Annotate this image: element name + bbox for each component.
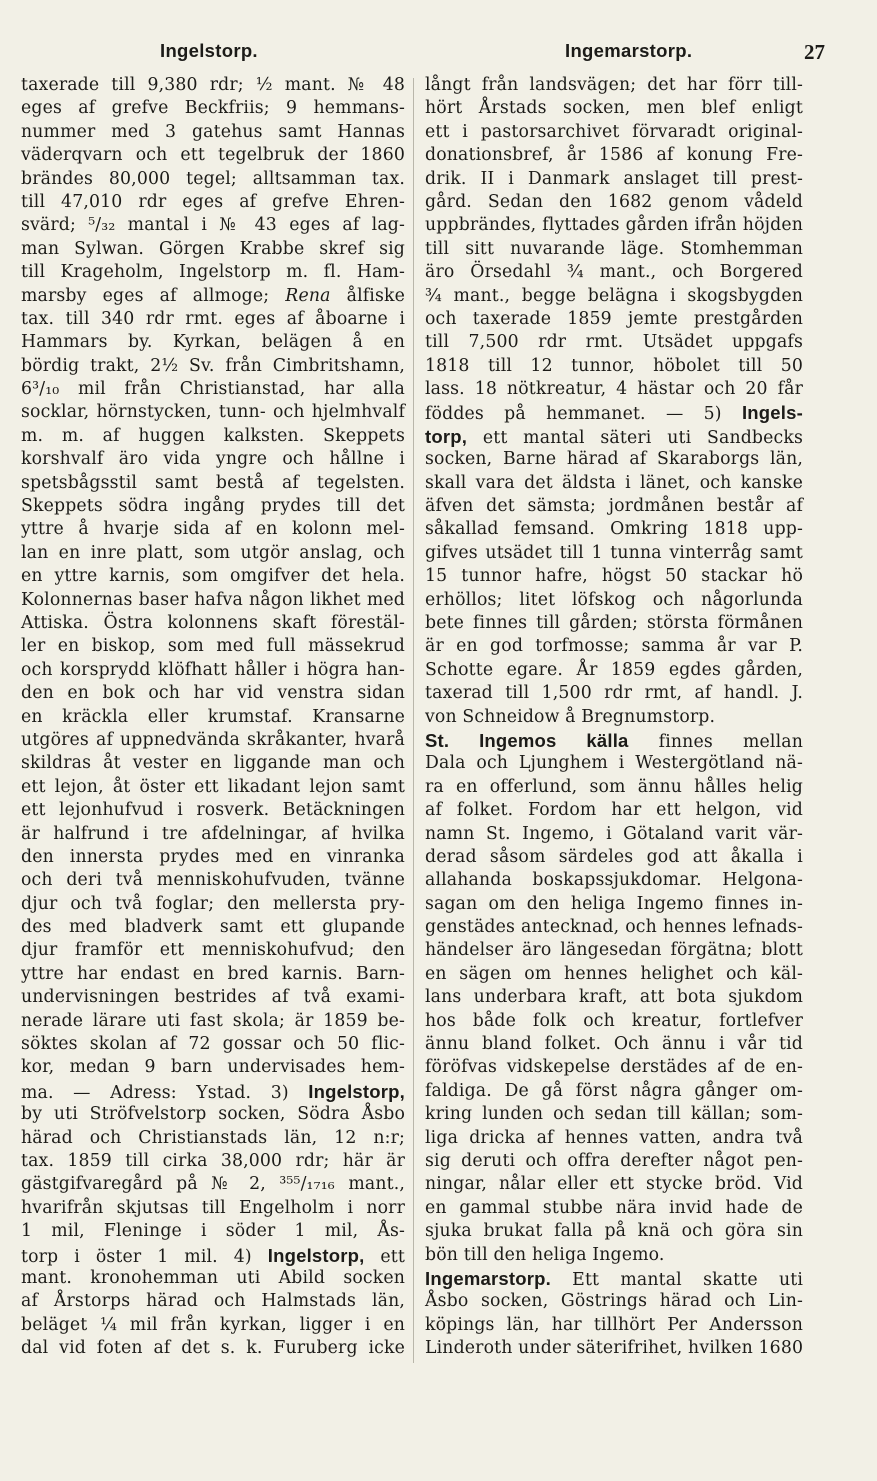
text-line bbox=[425, 659, 803, 682]
text-line bbox=[21, 378, 405, 401]
text-segment: sagan om den heliga Ingemo finnes in- bbox=[425, 893, 803, 914]
text-line bbox=[425, 612, 803, 635]
text-segment: utgöres af uppnedvända skråkanter, hvarå bbox=[21, 729, 405, 750]
text-line bbox=[425, 1337, 803, 1360]
text-line bbox=[425, 378, 803, 401]
text-segment: kring lunden och sedan till källan; som- bbox=[425, 1104, 803, 1125]
text-line bbox=[21, 682, 405, 705]
text-line bbox=[425, 1056, 803, 1079]
text-segment: Kolonnernas baser hafva någon likhet med bbox=[21, 589, 405, 610]
text-segment: ålfiske bbox=[330, 285, 406, 306]
text-segment: är halfrund i tre afdelningar, af hvilka bbox=[21, 823, 405, 844]
text-segment: taxerade till 9,380 rdr; ½ mant. № 48 bbox=[21, 75, 405, 95]
text-line bbox=[21, 869, 405, 892]
text-line bbox=[21, 261, 405, 284]
text-line bbox=[21, 635, 405, 658]
text-line bbox=[425, 799, 803, 822]
text-line bbox=[425, 706, 803, 729]
text-line bbox=[21, 1267, 405, 1290]
text-line bbox=[21, 285, 405, 308]
text-segment: 6³/₁₀ mil från Christianstad, har alla bbox=[21, 379, 405, 400]
text-line bbox=[425, 495, 803, 518]
text-line bbox=[425, 1173, 803, 1196]
text-line bbox=[21, 893, 405, 916]
text-line bbox=[21, 1290, 405, 1313]
text-line bbox=[425, 869, 803, 892]
entry-keyword: Ingemarstorp. bbox=[425, 1267, 551, 1289]
right-text-column bbox=[425, 74, 803, 1360]
text-segment: torp i öster 1 mil. 4) bbox=[21, 1246, 268, 1267]
text-segment: Schotte egare. År 1859 egdes gården, bbox=[425, 659, 803, 680]
text-segment: by uti Ströfvelstorp socken, Södra Åsbo bbox=[21, 1104, 405, 1125]
text-segment: allahanda boskapssjukdomar. Helgona- bbox=[425, 870, 803, 891]
text-line bbox=[21, 425, 405, 448]
text-line bbox=[425, 729, 803, 752]
text-segment: väderqvarn och ett tegelbruk der 1860 bbox=[21, 145, 405, 166]
text-line bbox=[21, 939, 405, 962]
text-line bbox=[21, 1010, 405, 1033]
text-segment: eges af grefve Beckfriis; 9 hemmans- bbox=[21, 98, 405, 119]
text-segment: uppbrändes, flyttades gården ifrån höjden bbox=[425, 215, 803, 236]
text-line bbox=[21, 1173, 405, 1196]
text-segment: derad såsom särdeles god att åkalla i bbox=[425, 846, 803, 867]
text-line bbox=[21, 799, 405, 822]
text-line bbox=[21, 144, 405, 167]
text-segment: en sägen om hennes helighet och käl- bbox=[425, 963, 803, 984]
page-number: 27 bbox=[804, 40, 825, 64]
text-segment: ler en biskop, som med full mässekrud bbox=[21, 636, 405, 657]
text-segment: ra en offerlund, som ännu hålles helig bbox=[425, 776, 803, 797]
text-line bbox=[425, 1033, 803, 1056]
text-segment: ett bbox=[364, 1246, 405, 1267]
text-segment: nummer med 3 gatehus samt Hannas bbox=[21, 121, 405, 142]
text-segment: von Schneidow å Bregnumstorp. bbox=[425, 706, 716, 727]
text-line bbox=[21, 776, 405, 799]
text-segment: föröfvas vidskepelse derstädes af de en- bbox=[425, 1057, 803, 1078]
text-segment: drik. II i Danmark anslaget till prest- bbox=[425, 168, 803, 189]
text-segment: hvarifrån skjutsas till Engelholm i norr bbox=[21, 1197, 405, 1218]
text-segment: äfven det sämsta; jordmånen består af bbox=[425, 496, 803, 517]
text-segment: m. m. af huggen kalksten. Skeppets bbox=[21, 425, 405, 446]
text-segment: gästgifvaregård på № 2, ³⁵⁵/₁₇₁₆ mant., bbox=[21, 1174, 405, 1195]
text-segment: faldiga. De gå först några gånger om- bbox=[425, 1080, 803, 1101]
text-line bbox=[21, 916, 405, 939]
text-line bbox=[425, 401, 803, 424]
text-segment: lan en inre platt, som utgör anslag, och bbox=[21, 542, 405, 563]
text-segment: skildras åt vester en liggande man och bbox=[21, 753, 405, 774]
text-segment: genstädes antecknad, och hennes lefnads- bbox=[425, 917, 803, 938]
text-line bbox=[21, 238, 405, 261]
text-segment: Hammars by. Kyrkan, belägen å en bbox=[21, 332, 405, 353]
text-segment: dal vid foten af det s. k. Furuberg icke bbox=[21, 1338, 405, 1359]
text-segment: Skeppets södra ingång prydes till det bbox=[21, 496, 405, 517]
text-segment: lass. 18 nötkreatur, 4 hästar och 20 får bbox=[425, 379, 803, 400]
text-line bbox=[21, 823, 405, 846]
text-line bbox=[425, 1267, 803, 1290]
text-segment: kor, medan 9 barn undervisades hem- bbox=[21, 1057, 405, 1078]
text-segment: till 7,500 rdr rmt. Utsädet uppgafs bbox=[425, 332, 803, 353]
text-segment: till sitt nuvarande läge. Stomhemman bbox=[425, 238, 803, 259]
text-segment: äro Örsedahl ¾ mant., och Borgered bbox=[425, 262, 803, 283]
text-line bbox=[425, 776, 803, 799]
text-segment: 15 tunnor hafre, högst 50 stackar hö bbox=[425, 566, 803, 587]
text-segment: skall vara det äldsta i länet, och kanske bbox=[425, 472, 803, 493]
text-line bbox=[21, 659, 405, 682]
text-line bbox=[21, 355, 405, 378]
text-segment: af folket. Fordom har ett helgon, vid bbox=[425, 800, 803, 821]
header-center-title: Ingemarstorp. bbox=[565, 40, 693, 61]
text-segment: 1 mil, Fleninge i söder 1 mil, Ås- bbox=[21, 1221, 405, 1242]
text-line bbox=[21, 97, 405, 120]
text-line bbox=[425, 893, 803, 916]
text-line bbox=[425, 238, 803, 261]
text-segment: gifves utsädet till 1 tunna vinterråg samt bbox=[425, 542, 803, 563]
text-segment: sjuka brukat falla på knä och göra sin bbox=[425, 1221, 803, 1242]
text-line bbox=[21, 1080, 405, 1103]
text-line bbox=[425, 589, 803, 612]
text-segment: tax. till 340 rdr rmt. eges af åboarne i bbox=[21, 308, 405, 329]
text-line bbox=[21, 729, 405, 752]
text-segment: mant. kronohemman uti Abild socken bbox=[21, 1267, 405, 1288]
entry-keyword: torp, bbox=[425, 425, 468, 447]
text-line bbox=[425, 1197, 803, 1220]
text-segment: händelser äro längesedan förgätna; blott bbox=[425, 940, 803, 961]
text-segment: Linderoth under säterifrihet, hvilken 1680 bbox=[425, 1338, 804, 1359]
text-line bbox=[425, 1290, 803, 1313]
text-line bbox=[425, 1150, 803, 1173]
text-segment: finnes mellan bbox=[628, 731, 803, 752]
text-line bbox=[425, 1103, 803, 1126]
text-line bbox=[21, 1197, 405, 1220]
entry-keyword: Ingelstorp, bbox=[308, 1080, 405, 1102]
text-line bbox=[21, 565, 405, 588]
text-segment: hört Årstads socken, men blef enligt bbox=[425, 98, 803, 119]
text-segment: man Sylwan. Görgen Krabbe skref sig bbox=[21, 238, 405, 259]
text-segment: och deri två menniskohufvuden, tvänne bbox=[21, 870, 405, 891]
text-line bbox=[21, 448, 405, 471]
text-line bbox=[21, 518, 405, 541]
text-line bbox=[21, 1127, 405, 1150]
text-line bbox=[425, 635, 803, 658]
text-line bbox=[21, 472, 405, 495]
text-segment: Attiska. Östra kolonnens skaft förestäl- bbox=[21, 612, 405, 633]
text-segment: ännu bland folket. Och ännu i vår tid bbox=[425, 1034, 803, 1055]
text-segment: korshvalf äro vida yngre och hållne i bbox=[21, 449, 405, 470]
text-segment: Ett mantal skatte uti bbox=[550, 1269, 803, 1290]
text-segment: ett lejonhufvud i rosverk. Betäckningen bbox=[21, 800, 405, 821]
text-line bbox=[425, 916, 803, 939]
text-segment: undervisningen bestrides af två exami- bbox=[21, 987, 405, 1008]
text-line bbox=[21, 542, 405, 565]
text-line bbox=[425, 214, 803, 237]
text-segment: Åsbo socken, Göstrings härad och Lin- bbox=[425, 1291, 803, 1312]
text-line bbox=[425, 1127, 803, 1150]
text-line bbox=[425, 308, 803, 331]
text-line bbox=[21, 1220, 405, 1243]
entry-keyword: Ingels- bbox=[741, 402, 803, 424]
text-line bbox=[21, 495, 405, 518]
text-line bbox=[425, 682, 803, 705]
text-segment: djur och två foglar; den mellersta pry- bbox=[21, 893, 405, 914]
text-line bbox=[21, 1033, 405, 1056]
text-segment: till 47,010 rdr eges af grefve Ehren- bbox=[21, 191, 405, 212]
left-text-column bbox=[21, 74, 405, 1360]
text-line bbox=[425, 97, 803, 120]
text-line bbox=[425, 1080, 803, 1103]
text-segment: härad och Christianstads län, 12 n:r; bbox=[21, 1127, 405, 1148]
text-segment: beläget ¼ mil från kyrkan, ligger i en bbox=[21, 1314, 405, 1335]
text-line bbox=[21, 963, 405, 986]
text-line bbox=[425, 472, 803, 495]
text-segment: spetsbågsstil samt bestå af tegelsten. bbox=[21, 472, 405, 493]
text-segment: Rena bbox=[285, 285, 331, 306]
text-segment: föddes på hemmanet. — 5) bbox=[425, 404, 742, 425]
text-line bbox=[21, 1337, 405, 1360]
text-segment: ett i pastorsarchivet förvaradt original- bbox=[425, 121, 803, 142]
text-segment: ma. — Adress: Ystad. 3) bbox=[21, 1082, 309, 1103]
text-line bbox=[21, 74, 405, 97]
text-line bbox=[21, 706, 405, 729]
text-line bbox=[425, 1314, 803, 1337]
text-segment: såkallad femsand. Omkring 1818 upp- bbox=[425, 519, 803, 540]
text-segment: och korsprydd klöfhatt håller i högra han- bbox=[21, 659, 405, 680]
text-segment: marsby eges af allmoge; bbox=[21, 285, 286, 306]
text-segment: en yttre karnis, som omgifver det hela. bbox=[21, 566, 405, 587]
text-line bbox=[425, 355, 803, 378]
text-line bbox=[425, 939, 803, 962]
text-line bbox=[21, 191, 405, 214]
text-line bbox=[425, 261, 803, 284]
text-line bbox=[425, 191, 803, 214]
text-segment: till Krageholm, Ingelstorp m. fl. Ham- bbox=[21, 262, 405, 283]
text-segment: ¾ mant., begge belägna i skogsbygden bbox=[425, 285, 803, 306]
text-segment: ett mantal säteri uti Sandbecks bbox=[467, 427, 803, 448]
text-line bbox=[21, 1314, 405, 1337]
text-segment: långt från landsvägen; det har förr till- bbox=[425, 75, 803, 95]
entry-keyword: St. Ingemos källa bbox=[425, 729, 629, 751]
text-line bbox=[425, 986, 803, 1009]
text-segment: svärd; ⁵/₃₂ mantal i № 43 eges af lag- bbox=[21, 215, 405, 236]
text-line bbox=[21, 308, 405, 331]
text-line bbox=[425, 752, 803, 775]
text-segment: och taxerade 1859 jemte prestgården bbox=[425, 308, 803, 329]
text-segment: socklar, hörnstycken, tunn- och hjelmhvalf bbox=[21, 402, 405, 423]
text-line bbox=[21, 1150, 405, 1173]
text-segment: bördig trakt, 2½ Sv. från Cimbritshamn, bbox=[21, 355, 405, 376]
text-segment: en gammal stubbe nära invid hade de bbox=[425, 1197, 803, 1218]
text-segment: djur framför ett menniskohufvud; den bbox=[21, 940, 405, 961]
text-segment: nerade lärare uti fast skola; är 1859 be- bbox=[21, 1010, 405, 1031]
text-line bbox=[425, 285, 803, 308]
text-line bbox=[21, 331, 405, 354]
text-line bbox=[21, 1244, 405, 1267]
text-line bbox=[425, 565, 803, 588]
text-segment: des med bladverk samt ett glupande bbox=[21, 917, 405, 938]
text-line bbox=[21, 846, 405, 869]
text-segment: erhöllos; litet löfskog och någorlunda bbox=[425, 589, 803, 610]
text-segment: gård. Sedan den 1682 genom vådeld bbox=[425, 191, 803, 212]
text-line bbox=[425, 144, 803, 167]
text-line bbox=[21, 401, 405, 424]
text-segment: sig deruti och offra derefter något pen- bbox=[425, 1150, 803, 1171]
header-left-title: Ingelstorp. bbox=[160, 40, 258, 61]
text-line bbox=[425, 425, 803, 448]
text-segment: Dala och Ljunghem i Westergötland nä- bbox=[425, 753, 803, 774]
text-line bbox=[21, 1056, 405, 1079]
text-line bbox=[21, 168, 405, 191]
text-line bbox=[425, 846, 803, 869]
text-segment: ningar, nålar eller ett stycke bröd. Vid bbox=[425, 1174, 803, 1195]
text-segment: tax. 1859 till cirka 38,000 rdr; här är bbox=[21, 1150, 405, 1171]
text-segment: yttre har endast en bred karnis. Barn- bbox=[21, 963, 405, 984]
text-line bbox=[21, 752, 405, 775]
text-line bbox=[425, 963, 803, 986]
text-segment: namn St. Ingemo, i Götaland varit vär- bbox=[425, 823, 803, 844]
text-line bbox=[21, 612, 405, 635]
text-segment: en kräckla eller krumstaf. Kransarne bbox=[21, 706, 405, 727]
column-divider bbox=[413, 78, 414, 1363]
text-segment: donationsbref, år 1586 af konung Fre- bbox=[425, 145, 803, 166]
text-segment: taxerad till 1,500 rdr rmt, af handl. J. bbox=[425, 683, 803, 704]
text-segment: socken, Barne härad af Skaraborgs län, bbox=[425, 449, 803, 470]
text-segment: är en god torfmosse; samma år var P. bbox=[425, 636, 803, 657]
text-segment: ett lejon, åt öster ett likadant lejon samt bbox=[21, 776, 405, 797]
text-line bbox=[425, 1220, 803, 1243]
text-line bbox=[425, 168, 803, 191]
running-header bbox=[0, 40, 877, 66]
text-segment: liga dricka af hennes vatten, andra två bbox=[425, 1127, 803, 1148]
text-line bbox=[425, 331, 803, 354]
text-segment: hos både folk och kreatur, fortlefver bbox=[425, 1010, 803, 1031]
text-line bbox=[425, 1244, 803, 1267]
text-segment: bete finnes till gården; största förmånen bbox=[425, 612, 803, 633]
text-segment: den innersta prydes med en vinranka bbox=[21, 846, 405, 867]
text-segment: den en bok och har vid venstra sidan bbox=[21, 683, 405, 704]
text-line bbox=[425, 448, 803, 471]
text-line bbox=[425, 823, 803, 846]
text-line bbox=[425, 1010, 803, 1033]
text-line bbox=[21, 214, 405, 237]
text-segment: 1818 till 12 tunnor, höbolet till 50 bbox=[425, 355, 803, 376]
text-segment: söktes skolan af 72 gossar och 50 flic- bbox=[21, 1034, 405, 1055]
entry-keyword: Ingelstorp, bbox=[267, 1244, 365, 1266]
text-line bbox=[425, 121, 803, 144]
text-segment: köpings län, har tillhört Per Andersson bbox=[425, 1314, 803, 1335]
text-line bbox=[21, 986, 405, 1009]
text-segment: af Årstorps härad och Halmstads län, bbox=[21, 1291, 405, 1312]
text-segment: brändes 80,000 tegel; alltsamman tax. bbox=[21, 168, 405, 189]
text-line bbox=[21, 121, 405, 144]
text-line bbox=[425, 518, 803, 541]
text-segment: lans underbara kraft, att bota sjukdom bbox=[425, 987, 803, 1008]
text-segment: bön till den heliga Ingemo. bbox=[425, 1244, 665, 1265]
text-line bbox=[425, 542, 803, 565]
text-line bbox=[425, 74, 803, 97]
text-line bbox=[21, 1103, 405, 1126]
text-segment: yttre å hvarje sida af en kolonn mel- bbox=[21, 519, 405, 540]
text-line bbox=[21, 589, 405, 612]
